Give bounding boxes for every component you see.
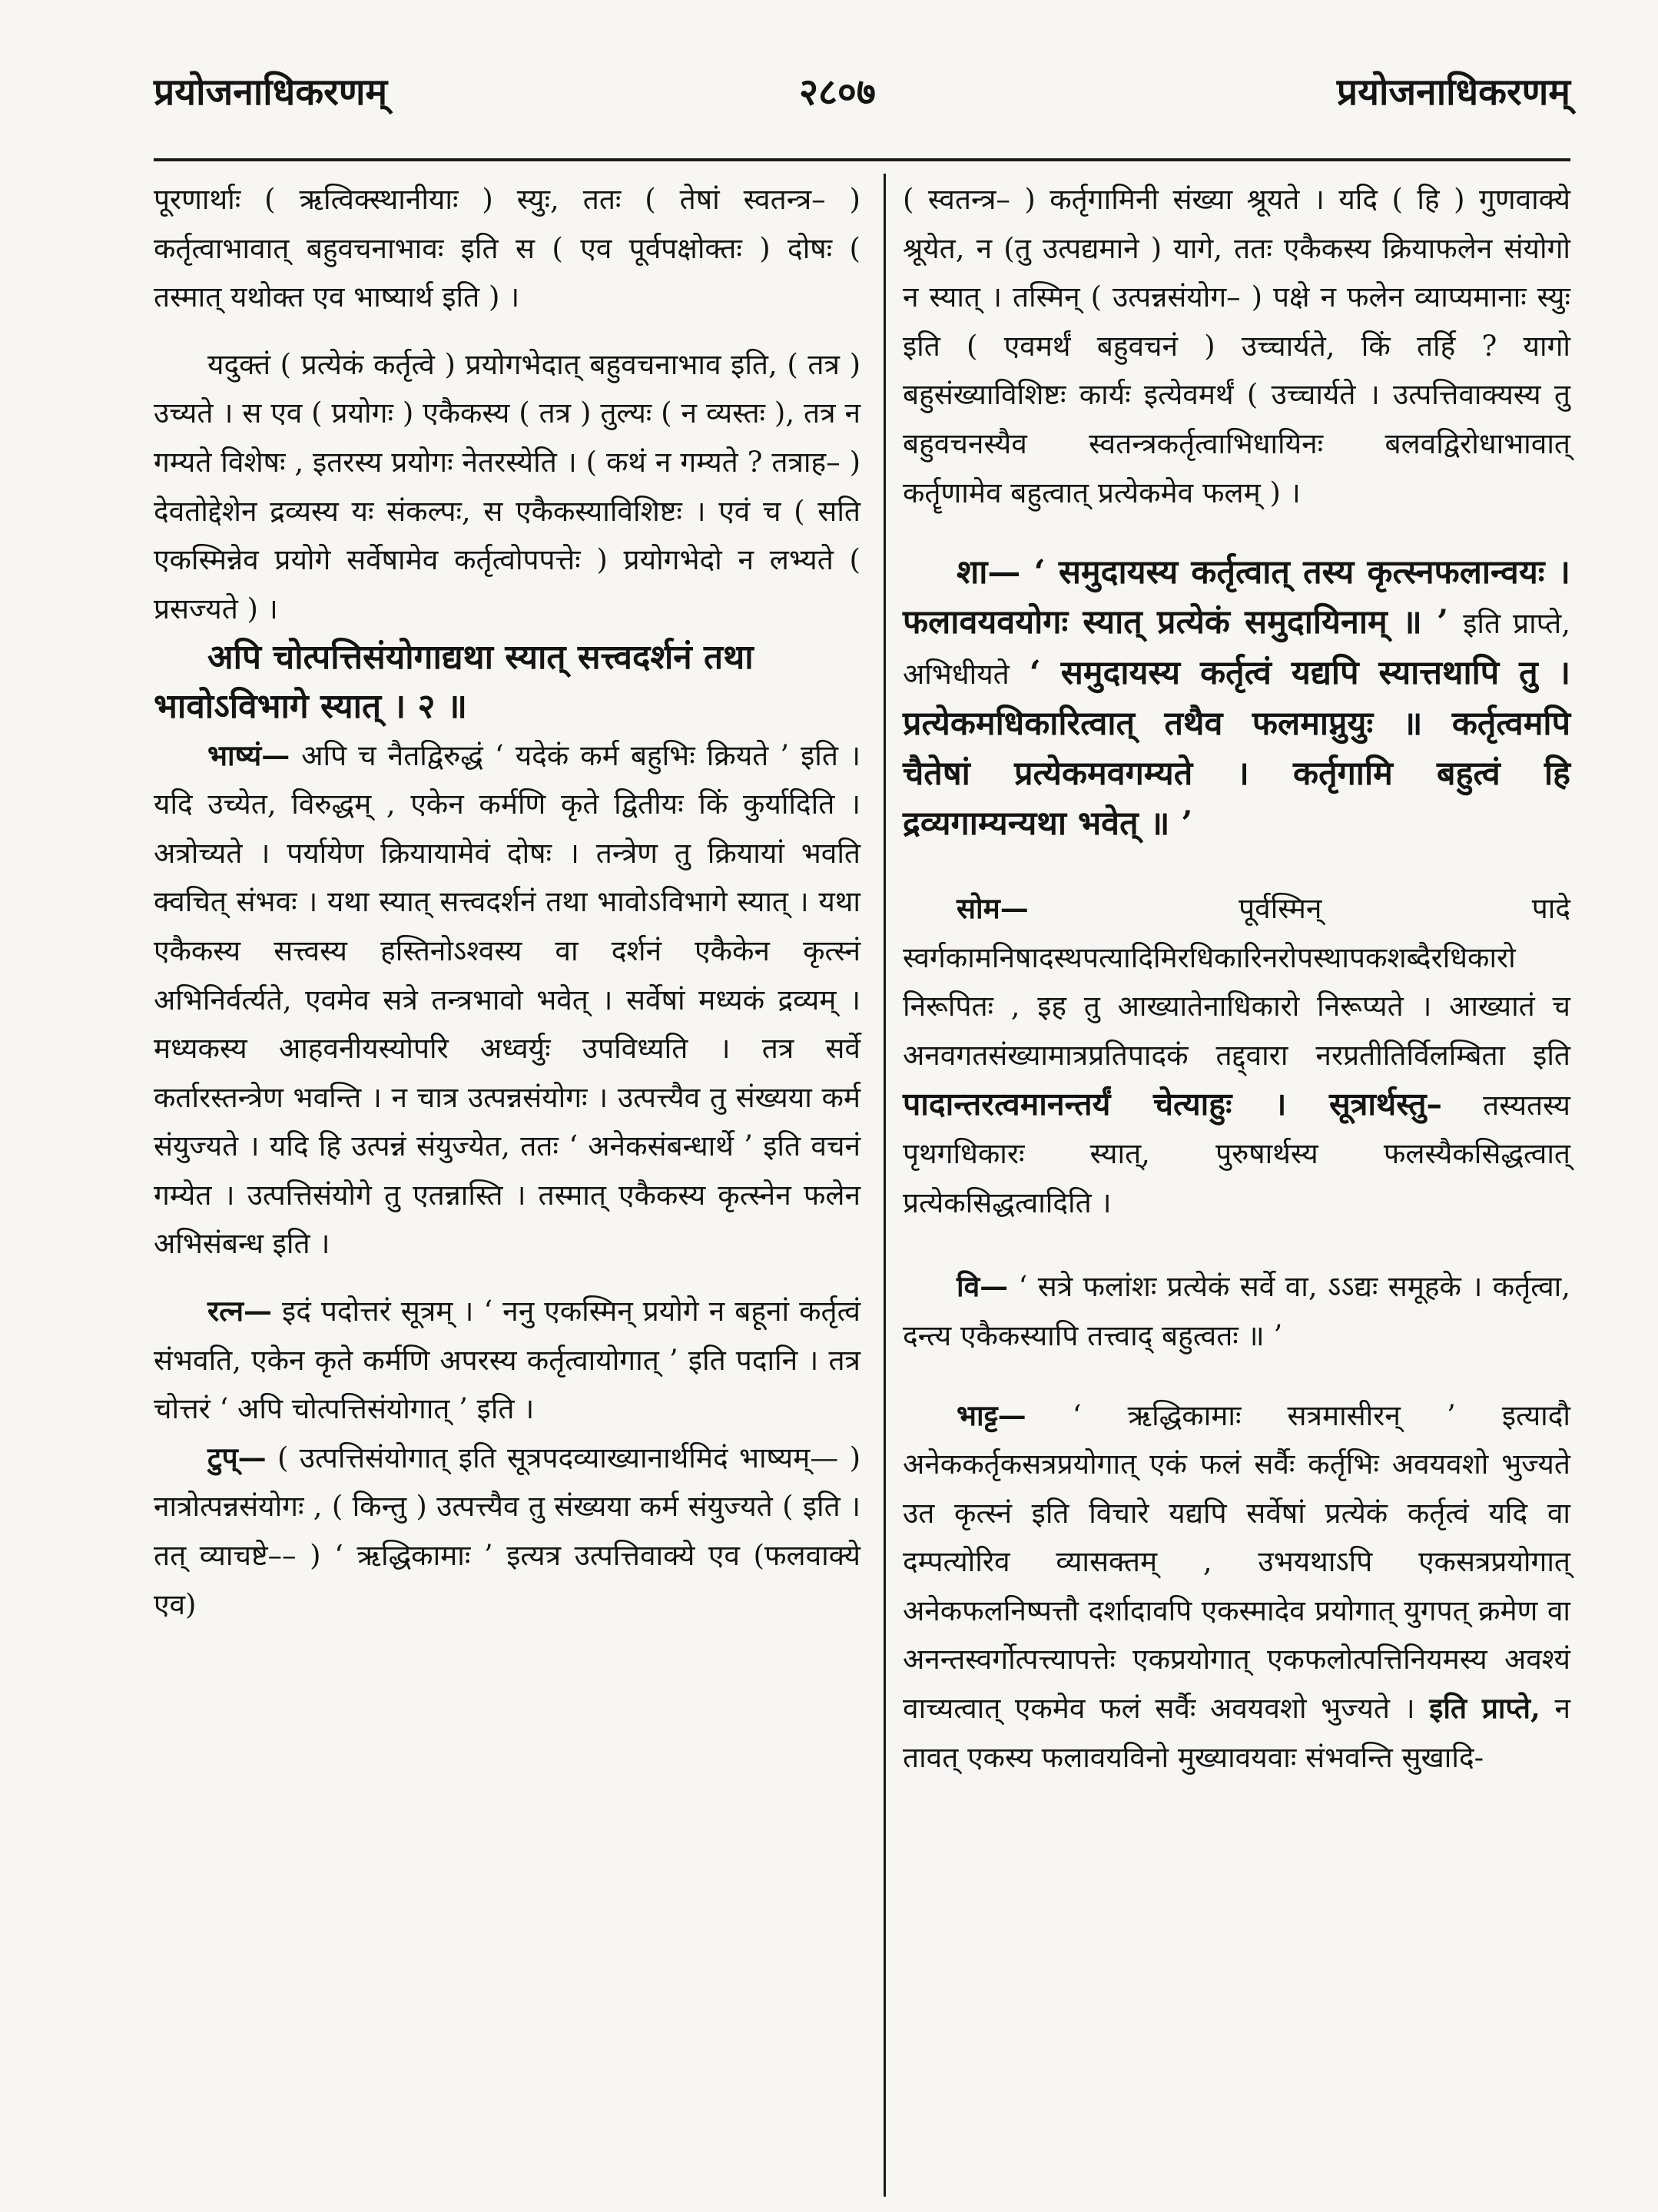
- sha-label: शा—: [957, 553, 1021, 592]
- soma-label: सोम—: [957, 891, 1029, 926]
- sutra-text: अपि चोत्पत्तिसंयोगाद्यथा स्यात् सत्त्वदर्शनं तथा भावोऽविभागे स्यात् । २ ॥: [154, 638, 754, 726]
- sha-mid-text: इति प्राप्ते, अभिधीयते: [903, 607, 1570, 691]
- soma-section: [903, 884, 1570, 1227]
- left-para-continuation: पूरणार्थाः ( ऋत्विक्स्थानीयाः ) स्युः, ततः ( तेषां स्वतन्त्र– ) कर्तृत्वाभावात् बहुवचनाभावः इति स ( एव पूर्वपक्षोक्तः ) दोषः ( तस्मात् यथोक्त एव भाष्यार्थ इति ) ।: [154, 183, 861, 314]
- page-number: २८०७: [799, 71, 876, 114]
- vi-section: [903, 1262, 1570, 1360]
- bhatta-bold-text: इति प्राप्ते,: [1429, 1691, 1540, 1726]
- ratna-text: इदं पदोत्तरं सूत्रम् । ‘ ननु एकस्मिन् प्रयोगे न बहूनां कर्तृत्वं संभवति, एकेन कृते कर्मणि अपरस्य कर्तृत्वायोगात् ’ इति पदानि । तत्र चोत्तरं ‘ अपि चोत्पत्तिसंयोगात् ’ इति ।: [154, 1295, 861, 1426]
- left-column: [154, 175, 861, 1629]
- header-rule: [154, 158, 1570, 161]
- left-para-explanation: यदुक्तं ( प्रत्येकं कर्तृत्वे ) प्रयोगभेदात् बहुवचनाभाव इति, ( तत्र ) उच्यते । स एव ( प्रयोगः ) एकैकस्य ( तत्र ) तुल्यः ( न व्यस्तः ), तत्र न गम्यते विशेषः , इतरस्य प्रयोगः नेतरस्येति । ( कथं न गम्यते ? तत्राह– ) देवतोद्देशेन द्रव्यस्य यः संकल्पः, स एकैकस्याविशिष्टः । एवं च ( सति एकस्मिन्नेव प्रयोगे सर्वेषामेव कर्तृत्वोपपत्तेः ) प्रयोगभेदो न लभ्यते ( प्रसज्यते ) ।: [154, 347, 861, 625]
- bhashya-section: [154, 731, 861, 1269]
- tup-label: टुप्—: [207, 1440, 267, 1474]
- right-column: [903, 175, 1570, 1782]
- bhatta-text: ‘ ऋद्धिकामाः सत्रमासीरन् ’ इत्यादौ अनेककर्तृकसत्रप्रयोगात् एकं फलं सर्वैः कर्तृभिः अवयवशो भुज्यते उत कृत्स्नं इति विचारे यद्यपि सर्वेषां प्रत्येकं कर्तृत्वं यदि वा दम्पत्योरिव व्यासक्तम् , उभयथाऽपि एकसत्रप्रयोगात् अनेकफलनिष्पत्तौ दर्शादावपि एकस्मादेव प्रयोगात् युगपत् क्रमेण वा अनन्तस्वर्गोत्पत्त्यापत्तेः एकप्रयोगात् एकफलोत्पत्तिनियमस्य अवश्यं वाच्यत्वात् एकमेव फलं सर्वैः अवयवशो भुज्यते ।: [903, 1398, 1570, 1726]
- column-divider: [884, 174, 886, 2197]
- header-left-title: प्रयोजनाधिकरणम्: [154, 71, 388, 114]
- vi-label: वि—: [957, 1269, 1009, 1304]
- bhashya-label: भाष्यं—: [207, 738, 290, 772]
- ratna-label: रत्न—: [207, 1294, 273, 1328]
- sha-verse-1: ‘ समुदायस्य कर्तृत्वात् तस्य कृत्स्नफलान्वयः । फलावयवयोगः स्यात् प्रत्येकं समुदायिनाम् ॥ ’: [903, 553, 1570, 642]
- header-right-title: प्रयोजनाधिकरणम्: [1336, 71, 1570, 114]
- sha-verse-2: ‘ समुदायस्य कर्तृत्वं यद्यपि स्यात्तथापि तु । प्रत्येकमधिकारित्वात् तथैव फलमाप्नुयुः ॥ कर्तृत्वमपि चैतेषां प्रत्येकमवगम्यते । कर्तृगामि बहुत्वं हि द्रव्यगाम्यन्यथा भवेत् ॥ ’: [903, 654, 1570, 844]
- soma-bold-text: पादान्तरत्वमानन्तर्यं चेत्याहुः । सूत्रार्थस्तु–: [903, 1085, 1443, 1123]
- sha-section: [903, 548, 1570, 849]
- bhashya-text: अपि च नैतद्विरुद्धं ‘ यदेकं कर्म बहुभिः क्रियते ’ इति । यदि उच्येत, विरुद्धम् , एकेन कर्मणि कृते द्वितीयः किं कुर्यादिति । अत्रोच्यते । पर्यायेण क्रियायामेवं दोषः । तन्त्रेण तु क्रियायां भवति क्वचित् संभवः । यथा स्यात् सत्त्वदर्शनं तथा भावोऽविभागे स्यात् । यथा एकैकस्य सत्त्वस्य हस्तिनोऽश्वस्य वा दर्शनं एकैकेन कृत्स्नं अभिनिर्वर्त्यते, एवमेव सत्रे तन्त्रभावो भवेत् । सर्वेषां मध्यकं द्रव्यम् । मध्यकस्य आहवनीयस्योपरि अध्वर्युः उपविध्यति । तत्र सर्वे कर्तारस्तन्त्रेण भवन्ति । न चात्र उत्पन्नसंयोगः । उत्पत्त्यैव तु संख्यया कर्म संयुज्यते । यदि हि उत्पन्नं संयुज्येत, ततः ‘ अनेकसंबन्धार्थे ’ इति वचनं गम्येत । उत्पत्तिसंयोगे तु एतन्नास्ति । तस्मात् एकैकस्य कृत्स्नेन फलेन अभिसंबन्ध इति ।: [154, 738, 861, 1261]
- tup-text: ( उत्पत्तिसंयोगात् इति सूत्रपदव्याख्यानार्थमिदं भाष्यम्— ) नात्रोत्पन्नसंयोगः , ( किन्तु ) उत्पत्त्यैव तु संख्यया कर्म संयुज्यते ( इति । तत् व्याचष्टे–– ) ‘ ऋद्धिकामाः ’ इत्यत्र उत्पत्तिवाक्ये एव (फलवाक्ये एव): [154, 1441, 861, 1621]
- ratna-section: [154, 1287, 861, 1434]
- right-para-continuation: ( स्वतन्त्र– ) कर्तृगामिनी संख्या श्रूयते । यदि ( हि ) गुणवाक्ये श्रूयेत, न (तु उत्पद्यमाने ) यागे, ततः एकैकस्य क्रियाफलेन संयोगो न स्यात् । तस्मिन् ( उत्पन्नसंयोग– ) पक्षे न फलेन व्याप्यमानाः स्युः इति ( एवमर्थं बहुवचनं ) उच्चार्यते, किं तर्हि ? यागो बहुसंख्याविशिष्टः कार्यः इत्येवमर्थं ( उच्चार्यते । उत्पत्तिवाक्यस्य तु बहुवचनस्यैव स्वतन्त्रकर्तृत्वाभिधायिनः बलवद्विरोधाभावात् कर्तॄणामेव बहुत्वात् प्रत्येकमेव फलम् ) ।: [903, 183, 1570, 509]
- tup-section: [154, 1434, 861, 1629]
- soma-text: पूर्वस्मिन् पादे स्वर्गकामनिषादस्थपत्यादिमिरधिकारिनरोपस्थापकशब्दैरधिकारो निरूपितः , इह तु आख्यातेनाधिकारो निरूप्यते । आख्यातं च अनवगतसंख्यामात्रप्रतिपादकं तद्द्वारा नरप्रतीतिर्विलम्बिता इति: [903, 892, 1571, 1072]
- vi-text: ‘ सत्रे फलांशः प्रत्येकं सर्वे वा, ऽऽद्यः समूहके । कर्तृत्वा, दन्त्य एकैकस्यापि तत्त्वाद् बहुत्वतः ॥ ’: [903, 1270, 1570, 1352]
- bhatta-label: भाट्ट—: [957, 1398, 1026, 1432]
- bhatta-section: [903, 1391, 1570, 1783]
- soma-text-2: तस्यतस्य पृथगधिकारः स्यात्, पुरुषार्थस्य फलस्यैकसिद्धत्वात् प्रत्येकसिद्धत्वादिति ।: [903, 1088, 1570, 1219]
- bhatta-text-2: न तावत् एकस्य फलावयविनो मुख्यावयवाः संभवन्ति सुखादि-: [903, 1692, 1571, 1774]
